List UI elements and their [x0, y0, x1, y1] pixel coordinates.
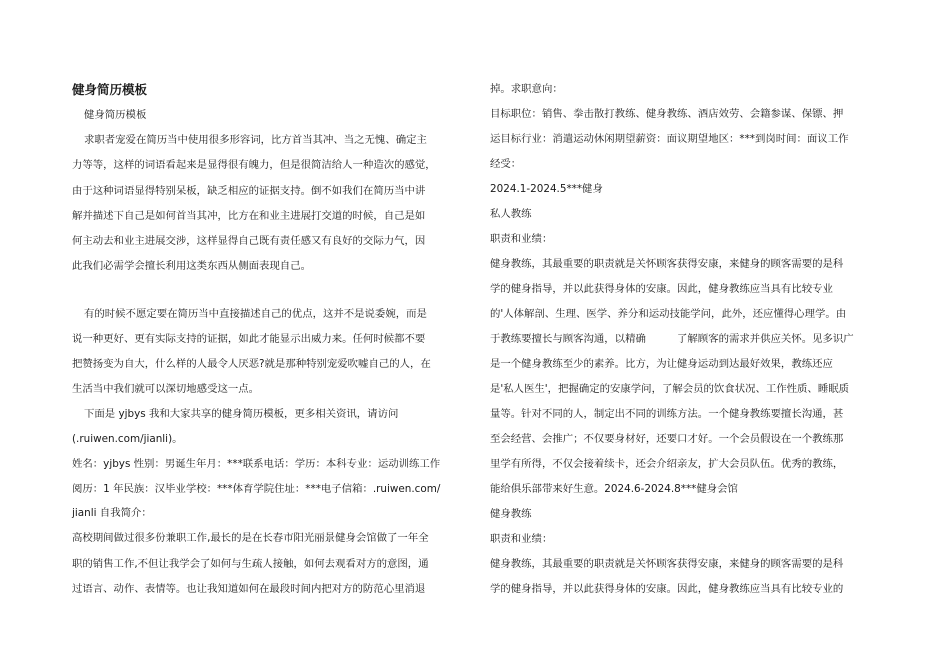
text-line: 生活当中我们就可以深切地感受这一点。: [72, 383, 260, 395]
text-line: 于教练要擅长与顾客沟通，以精确 了解顾客的需求并供应关怀。见多识广: [490, 333, 854, 345]
text-line: 职责和业绩：: [490, 533, 553, 545]
text-line: 求职者宠爱在简历当中使用很多形容词，比方首当其冲、当之无愧、确定主: [84, 134, 427, 146]
text-line: 目标职位：销售、拳击散打教练、健身教练、酒店效劳、会籍参谋、保镖、押: [490, 108, 844, 120]
text-line: 量等。针对不同的人，制定出不同的训练方法。一个健身教练要擅长沟通，甚: [490, 408, 844, 420]
text-line: (.ruiwen.com/jianli)。: [72, 433, 183, 445]
text-line: 健身教练，其最重要的职责就是关怀顾客获得安康，来健身的顾客需要的是科: [490, 558, 844, 570]
text-line: 何主动去和业主进展交涉，这样显得自己既有责任感又有良好的交际力气，因: [72, 235, 426, 247]
text-line: 运目标行业：消遣运动休闲期望薪资：面议期望地区：***到岗时间：面议工作: [490, 133, 849, 145]
text-line: 职的销售工作,不但让我学会了如何与生疏人接触，如何去观看对方的意图，通: [72, 558, 429, 570]
text-line: 姓名：yjbys 性别：男诞生年月：***联系电话：学历：本科专业：运动训练工作: [72, 458, 441, 470]
text-line: 健身简历模板: [84, 109, 147, 121]
text-line: 学的健身指导，并以此获得身体的安康。因此，健身教练应当具有比较专业: [490, 283, 833, 295]
text-line: 是一个健身教练至少的素养。比方，为让健身运动到达最好效果，教练还应: [490, 358, 833, 370]
text-line: 是'私人医生'，把握确定的安康学问，了解会员的饮食状况、工作性质、睡眠质: [490, 383, 849, 395]
text-line: 高校期间做过很多份兼职工作,最长的是在长春市阳光丽景健身会馆做了一年全: [72, 532, 429, 544]
text-line: jianli 自我简介：: [72, 507, 152, 519]
text-line: 2024.1-2024.5***健身: [490, 183, 603, 195]
text-line: 说一种更好、更有实际支持的证据，如此才能显示出威力来。任何时候都不要: [72, 333, 426, 345]
text-line: 过语言、动作、表情等。也让我知道如何在最段时间内把对方的防范心里消退: [72, 583, 426, 595]
text-line: 把赞扬变为自大，什么样的人最令人厌恶?就是那种特别宠爱吹嘘自己的人，在: [72, 358, 431, 370]
text-line: 此我们必需学会擅长利用这类东西从侧面表现自己。: [72, 260, 311, 272]
text-line: 私人教练: [490, 208, 532, 220]
text-line: 健身教练，其最重要的职责就是关怀顾客获得安康，来健身的顾客需要的是科: [490, 258, 844, 270]
text-line: 阅历：1 年民族：汉毕业学校：***体育学院住址：***电子信箱：.ruiwen.com/: [72, 483, 441, 495]
document-title: 健身简历模板: [72, 82, 148, 97]
text-line: 健身教练: [490, 508, 532, 520]
text-line: 学的健身指导，并以此获得身体的安康。因此，健身教练应当具有比较专业的: [490, 583, 844, 595]
text-line: 至会经营、会推广；不仅要身材好，还要口才好。一个会员假设在一个教练那: [490, 433, 844, 445]
text-line: 掉。求职意向：: [490, 83, 563, 95]
text-line: 能给俱乐部带来好生意。2024.6-2024.8***健身会馆: [490, 483, 738, 495]
text-line: 经受：: [490, 158, 522, 170]
text-line: 有的时候不愿定要在简历当中直接描述自己的优点，这并不是说委婉，而是: [84, 308, 427, 320]
text-line: 下面是 yjbys 我和大家共享的健身简历模板，更多相关资讯，请访问: [84, 408, 399, 420]
text-line: 解并描述下自己是如何首当其冲，比方在和业主进展打交道的时候，自己是如: [72, 210, 426, 222]
text-line: 里学有所得，不仅会接着续卡，还会介绍亲友，扩大会员队伍。优秀的教练，: [490, 458, 844, 470]
text-line: 力等等，这样的词语看起来是显得很有魄力，但是很简洁给人一种造次的感觉，: [72, 159, 436, 171]
text-line: 的'人体解剖、生理、医学、养分和运动技能学问，此外，还应懂得心理学。由: [490, 308, 847, 320]
text-line: 由于这种词语显得特别呆板，缺乏相应的证据支持。倒不如我们在简历当中讲: [72, 185, 426, 197]
text-line: 职责和业绩：: [490, 233, 553, 245]
